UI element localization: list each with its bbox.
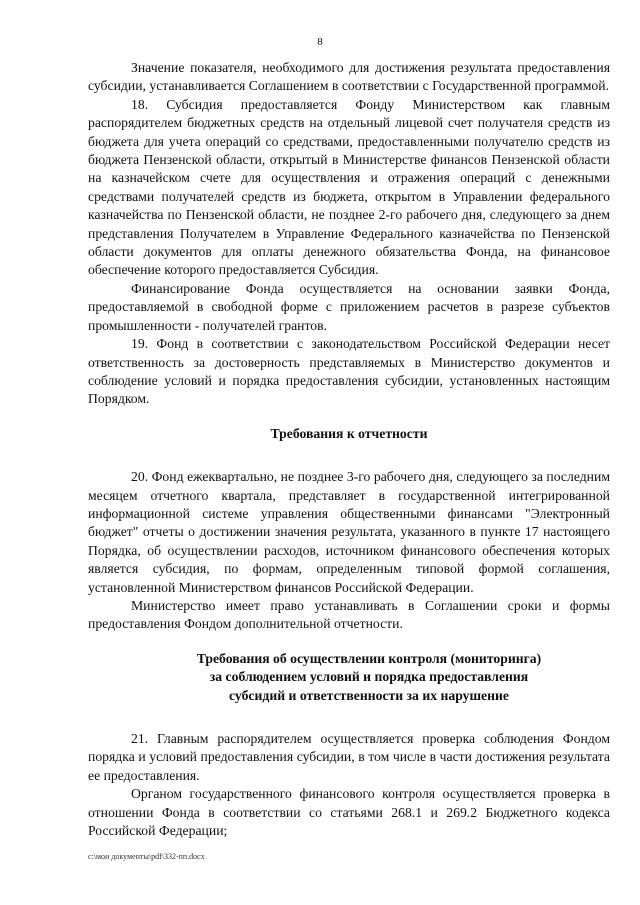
heading-control-line-3: субсидий и ответственности за их нарушение [229, 687, 509, 703]
paragraph-result-value: Значение показателя, необходимого для достижения результата предоставления субсидии, устанавливается Соглашением в соответствии с Государственной программой. [88, 60, 610, 94]
footer-file-path: c:\мои документы\pdf\332-пп.docx [88, 852, 205, 861]
document-body [88, 59, 610, 840]
paragraph-financing: Финансирование Фонда осуществляется на основании заявки Фонда, предоставляемой в свободной форме с приложением расчетов в разрезе субъектов промышленности - получателей грантов. [88, 280, 610, 333]
section-heading-control [88, 650, 610, 705]
paragraph-18-subsidy: 18. Субсидия предоставляется Фонду Министерством как главным распорядителем бюджетных средств на отдельный лицевой счет получателя средств из бюджета для учета операций со средствами, предоставленными получателю средств из бюджета Пензенской области, открытый в Министерстве финансов Пензенской области на казначейском счете для осуществления и отражения операций с денежными средствами получателей средств из бюджета, открытом в Управлении федерального казначейства по Пензенской области, не позднее 2-го рабочего дня, следующего за днем представления Получателем в Управление Федерального казначейства по Пензенской области документов для оплаты денежного обязательства Фонда, на финансовое обеспечение которого предоставляется Субсидия. [88, 96, 610, 278]
paragraph-19-responsibility: 19. Фонд в соответствии с законодательством Российской Федерации несет ответственность за достоверность представляемых в Министерство документов и соблюдение условий и порядка предоставления субсидии, установленных настоящим Порядком. [88, 336, 610, 407]
paragraph-21-verification: 21. Главным распорядителем осуществляется проверка соблюдения Фондом порядка и условий предоставления субсидии, в том числе в части достижения результата ее предоставления. [88, 731, 610, 783]
heading-control-line-1: Требования об осуществлении контроля (мониторинга) [196, 650, 542, 666]
page-number: 8 [317, 36, 323, 48]
paragraph-additional-reporting: Министерство имеет право устанавливать в Соглашении сроки и формы предоставления Фондом дополнительной отчетности. [88, 597, 610, 632]
heading-control-line-2: за соблюдением условий и порядка предоставления [209, 669, 529, 685]
section-heading-reporting: Требования к отчетности [270, 425, 428, 441]
paragraph-financial-control: Органом государственного финансового контроля осуществляется проверка в отношении Фонда в соответствии со статьями 268.1 и 269.2 Бюджетного кодекса Российской Федерации; [88, 786, 610, 839]
paragraph-20-reports: 20. Фонд ежеквартально, не позднее 3-го рабочего дня, следующего за последним месяцем отчетного квартала, представляет в государственной интегрированной информационной системе управления общественными финансами "Электронный бюджет" отчеты о достижении значения результата, указанного в пункте 17 настоящего Порядка, об осуществлении расходов, источником финансового обеспечения которых является субсидия, по формам, определенным типовой формой соглашения, установленной Министерством финансов Российской Федерации. [88, 469, 610, 595]
